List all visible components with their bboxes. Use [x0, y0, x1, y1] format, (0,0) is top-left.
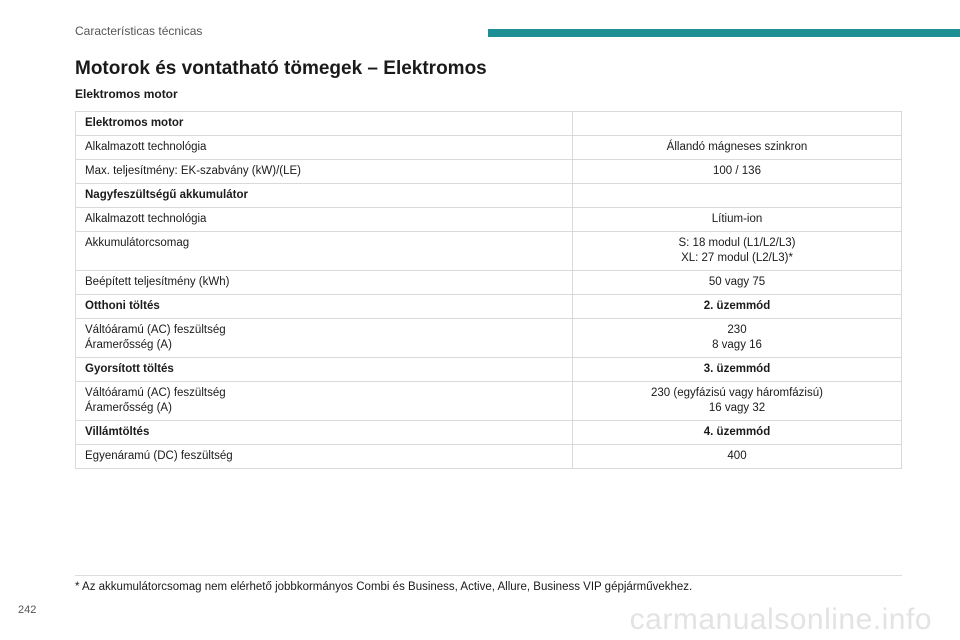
cell-line: 8 vagy 16: [712, 339, 762, 351]
table-row: [76, 319, 902, 358]
cell-line: 4. üzemmód: [703, 426, 771, 438]
cell-line: Váltóáramú (AC) feszültség: [85, 324, 226, 336]
table-row: [76, 232, 902, 271]
cell-line: Nagyfeszültségű akkumulátor: [85, 189, 248, 201]
cell-label: [76, 295, 573, 319]
cell-line: Lítium-ion: [711, 213, 763, 225]
page-title: Motorok és vontatható tömegek – Elektromos: [75, 58, 487, 79]
cell-value: [573, 295, 902, 319]
cell-label: [76, 358, 573, 382]
cell-label: [76, 160, 573, 184]
cell-value: [573, 271, 902, 295]
cell-line: Egyenáramú (DC) feszültség: [85, 450, 233, 462]
page-number: 242: [18, 604, 37, 616]
cell-line: Váltóáramú (AC) feszültség: [85, 387, 226, 399]
table-row: [76, 136, 902, 160]
table-row: [76, 160, 902, 184]
table-row: [76, 382, 902, 421]
cell-label: [76, 184, 573, 208]
section-subheading: Elektromos motor: [75, 87, 178, 101]
table-section-header-row: [76, 421, 902, 445]
cell-line: Állandó mágneses szinkron: [666, 141, 808, 153]
cell-label: [76, 319, 573, 358]
cell-line: XL: 27 modul (L2/L3)*: [681, 252, 793, 264]
footnote-divider: [75, 575, 902, 576]
cell-value: [573, 112, 902, 136]
cell-line: 100 / 136: [713, 165, 761, 177]
cell-line: Áramerősség (A): [85, 402, 172, 414]
cell-line: Alkalmazott technológia: [85, 213, 207, 225]
header-accent-bar: [488, 29, 960, 37]
cell-line: Áramerősség (A): [85, 339, 172, 351]
cell-line: Gyorsított töltés: [85, 363, 174, 375]
table-section-header-row: [76, 295, 902, 319]
cell-line: 16 vagy 32: [708, 402, 766, 414]
cell-value: [573, 358, 902, 382]
cell-line: 400: [727, 450, 747, 462]
spec-table-body: [76, 112, 902, 469]
cell-line: Akkumulátorcsomag: [85, 237, 190, 249]
cell-line: 3. üzemmód: [703, 363, 771, 375]
table-row: [76, 208, 902, 232]
cell-line: Alkalmazott technológia: [85, 141, 207, 153]
cell-value: [573, 208, 902, 232]
cell-line: Beépített teljesítmény (kWh): [85, 276, 230, 288]
cell-value: [573, 136, 902, 160]
cell-value: [573, 160, 902, 184]
spec-table: [75, 111, 902, 469]
watermark: carmanualsonline.info: [629, 603, 932, 636]
cell-label: [76, 232, 573, 271]
footnote: * Az akkumulátorcsomag nem elérhető jobbkormányos Combi és Business, Active, Allure, Business VIP gépjárművekhez.: [75, 581, 693, 593]
cell-line: Otthoni töltés: [85, 300, 160, 312]
cell-label: [76, 208, 573, 232]
cell-label: [76, 382, 573, 421]
cell-line: Elektromos motor: [85, 117, 184, 129]
cell-line: 230 (egyfázisú vagy háromfázisú): [651, 387, 823, 399]
cell-value: [573, 382, 902, 421]
cell-value: [573, 421, 902, 445]
cell-value: [573, 232, 902, 271]
cell-label: [76, 445, 573, 469]
cell-line: Villámtöltés: [85, 426, 150, 438]
cell-label: [76, 271, 573, 295]
cell-line: Max. teljesítmény: EK-szabvány (kW)/(LE): [85, 165, 301, 177]
table-section-header-row: [76, 184, 902, 208]
cell-label: [76, 112, 573, 136]
section-label: Características técnicas: [75, 24, 203, 38]
table-section-header-row: [76, 112, 902, 136]
cell-line: 50 vagy 75: [708, 276, 766, 288]
cell-line: S: 18 modul (L1/L2/L3): [678, 237, 796, 249]
cell-label: [76, 136, 573, 160]
cell-value: [573, 184, 902, 208]
cell-line: 230: [727, 324, 747, 336]
cell-value: [573, 445, 902, 469]
cell-value: [573, 319, 902, 358]
table-section-header-row: [76, 358, 902, 382]
cell-line: 2. üzemmód: [703, 300, 771, 312]
cell-label: [76, 421, 573, 445]
table-row: [76, 445, 902, 469]
table-row: [76, 271, 902, 295]
